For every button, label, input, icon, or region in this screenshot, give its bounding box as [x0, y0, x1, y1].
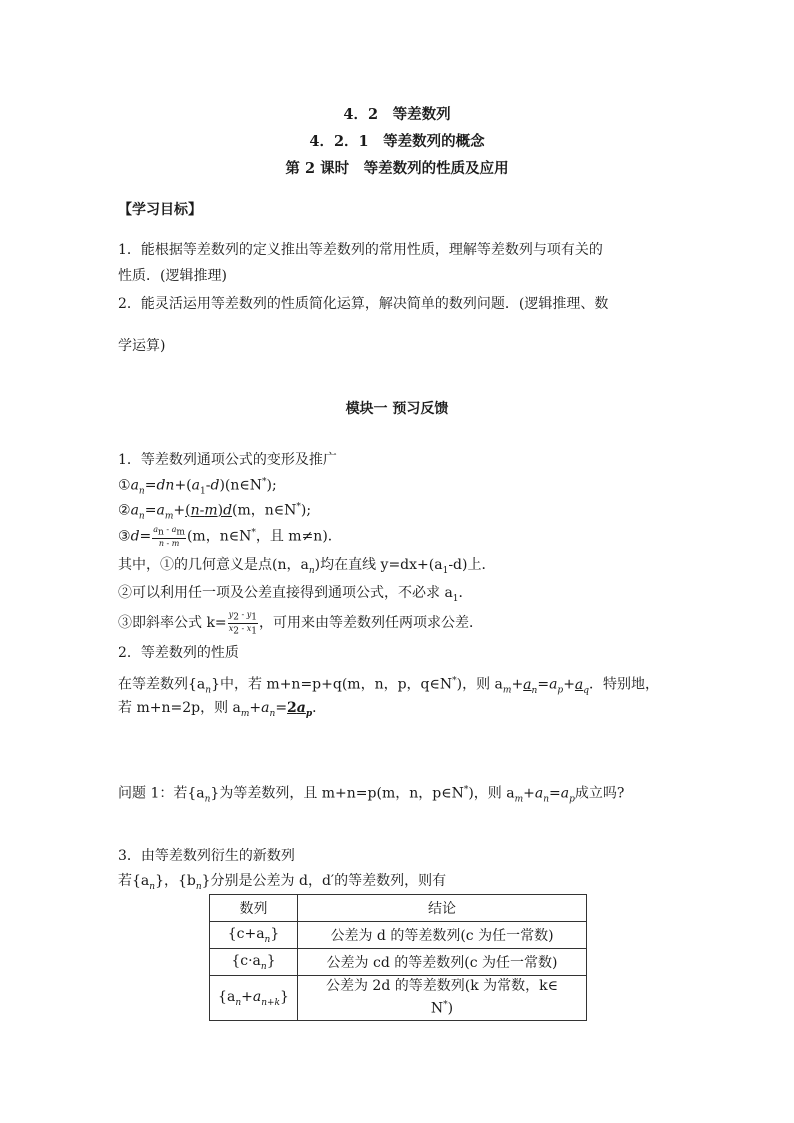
section-heading: 4．2 等差数列 [343, 106, 451, 123]
property-line-2: 若 m+n=2p，则 $a_m+a_n=2a_p$． [118, 700, 327, 719]
section3-title: 3．由等差数列衍生的新数列 [118, 848, 295, 864]
table-row [210, 976, 587, 1021]
note-1: 其中，①的几何意义是点(n，$a_n$)均在直线 $y=dx+(a_1-d)$上． [118, 557, 496, 576]
section3-intro: 若$\{a_n\}$，$\{b_n\}$分别是公差为 d，d′的等差数列，则有 [118, 873, 447, 892]
note-3: ③即斜率公式 k= $\frac{y_2 - y_1}{x_2 - x_1}$ ，可用来由等差数列任两项求公差． [118, 610, 483, 637]
lesson-heading: 第 2 课时 等差数列的性质及应用 [285, 160, 509, 177]
table-header-cell: 数列 [210, 895, 298, 922]
table-cell-seq: $\{c+a_n\}$ [210, 922, 298, 949]
table-cell-result: 公差为 cd 的等差数列(c 为任一常数) [298, 949, 587, 976]
table-row [210, 949, 587, 976]
table-row [210, 922, 587, 949]
question-1: 问题 1：若$\{a_n\}$为等差数列，且 m+n=p(m，n，p∈N*)，则 $a_m+a_n=a_p$成立吗? [118, 785, 625, 805]
table-header-row [210, 895, 587, 922]
objective-2-line1: 2．能灵活运用等差数列的性质简化运算，解决简单的数列问题．(逻辑推理、数 [118, 296, 609, 312]
table-cell-result: 公差为 2d 的等差数列(k 为常数，k∈ N*) [298, 976, 587, 1021]
table-cell-result: 公差为 d 的等差数列(c 为任一常数) [298, 922, 587, 949]
derived-sequences-table [209, 894, 587, 1021]
property-line-1: 在等差数列$\{a_n\}$中，若 m+n=p+q(m，n，p，q∈N*)，则 $a_m+a_n=a_p+a_q$．特别地， [118, 676, 660, 696]
formula-1: $①a_n=dn+(a_1-d)(n\in N^*)$; [118, 477, 277, 497]
objectives-title: 【学习目标】 [118, 202, 202, 218]
table-cell-seq: $\{a_n+a_{n+k}\}$ [210, 976, 298, 1021]
objective-2-line2: 学运算) [118, 338, 166, 354]
section2-title: 2．等差数列的性质 [118, 645, 239, 661]
note-2: ②可以利用任一项及公差直接得到通项公式，不必求 $a_1$． [118, 585, 473, 604]
subsection-heading: 4．2．1 等差数列的概念 [309, 133, 485, 150]
objective-1-line2: 性质．(逻辑推理) [118, 268, 227, 284]
formula-3: ③d= $\frac{a_n - a_m}{n - m}$ (m，n∈N*，且 m≠n)． [118, 525, 342, 548]
objective-1-line1: 1．能根据等差数列的定义推出等差数列的常用性质，理解等差数列与项有关的 [118, 242, 603, 258]
module-title: 模块一 预习反馈 [345, 401, 449, 417]
formula-2: $②a_n=a_m+(n-m)d(m$，n∈N*); [118, 502, 312, 522]
section1-title: 1．等差数列通项公式的变形及推广 [118, 452, 337, 468]
table-cell-seq: $\{c\cdot a_n\}$ [210, 949, 298, 976]
table-header-cell: 结论 [298, 895, 587, 922]
